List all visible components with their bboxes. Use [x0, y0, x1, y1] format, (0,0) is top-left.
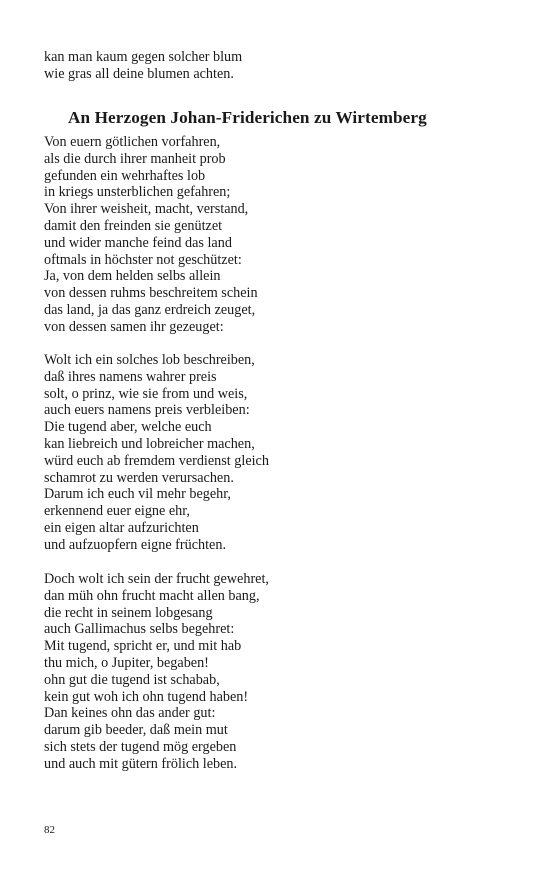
- verse-line: Ja, von dem helden selbs allein: [44, 268, 221, 285]
- verse-line: auch euers namens preis verbleiben:: [44, 402, 250, 419]
- verse-line: Doch wolt ich sein der frucht gewehret,: [44, 571, 269, 587]
- verse-line: ein eigen altar aufzurichten: [44, 519, 199, 536]
- verse-line: kein gut woh ich ohn tugend haben!: [44, 688, 249, 705]
- verse-line: Mit tugend, spricht er, und mit hab: [44, 638, 242, 655]
- verse-line: Von euern götlichen vorfahren,: [44, 134, 221, 150]
- verse-line: Darum ich euch vil mehr begehr,: [44, 486, 231, 503]
- verse-line: oftmals in höchster not geschützet:: [44, 251, 242, 268]
- verse-line: Die tugend aber, welche euch: [44, 419, 212, 436]
- verse-line: solt, o prinz, wie sie from und weis,: [44, 385, 248, 402]
- page-number: 82: [44, 824, 55, 836]
- verse-line: daß ihres namens wahrer preis: [44, 368, 217, 385]
- verse-line: von dessen samen ihr gezeuget:: [44, 318, 224, 335]
- verse-line: und wider manche feind das land: [44, 234, 232, 251]
- verse-line: auch Gallimachus selbs begehret:: [44, 621, 235, 638]
- verse-line: damit den freinden sie genützet: [44, 217, 223, 234]
- verse-line: Wolt ich ein solches lob beschreiben,: [44, 352, 255, 368]
- verse-line: in kriegs unsterblichen gefahren;: [44, 184, 231, 201]
- poem-title: An Herzogen Johan-Friderichen zu Wirtemberg: [68, 108, 427, 127]
- verse-line: darum gib beeder, daß mein mut: [44, 722, 228, 739]
- stanza-3: [44, 571, 269, 773]
- stanza-2: [44, 352, 269, 554]
- verse-line: ohn gut die tugend ist schabab,: [44, 671, 220, 688]
- verse-line: und auch mit gütern frölich leben.: [44, 755, 238, 772]
- verse-line: und aufzuopfern eigne früchten.: [44, 536, 226, 553]
- verse-line: thu mich, o Jupiter, begaben!: [44, 654, 209, 671]
- verse-line: erkennend euer eigne ehr,: [44, 503, 190, 520]
- verse-line: kan liebreich und lobreicher machen,: [44, 435, 255, 452]
- verse-line: würd euch ab fremdem verdienst gleich: [44, 452, 269, 469]
- stanza-1: [44, 134, 258, 336]
- previous-poem-ending: [44, 49, 242, 83]
- verse-line: kan man kaum gegen solcher blum: [44, 49, 243, 65]
- verse-line: als die durch ihrer manheit prob: [44, 150, 226, 167]
- verse-line: Dan keines ohn das ander gut:: [44, 705, 216, 722]
- verse-line: von dessen ruhms beschreitem schein: [44, 285, 258, 302]
- verse-line: gefunden ein wehrhaftes lob: [44, 167, 206, 184]
- verse-line: dan müh ohn frucht macht allen bang,: [44, 587, 260, 604]
- verse-line: die recht in seinem lobgesang: [44, 604, 213, 621]
- verse-line: sich stets der tugend mög ergeben: [44, 738, 237, 755]
- verse-line: Von ihrer weisheit, macht, verstand,: [44, 201, 249, 218]
- verse-line: wie gras all deine blumen achten.: [44, 65, 234, 82]
- verse-line: das land, ja das ganz erdreich zeuget,: [44, 301, 256, 318]
- verse-line: schamrot zu werden verursachen.: [44, 469, 234, 486]
